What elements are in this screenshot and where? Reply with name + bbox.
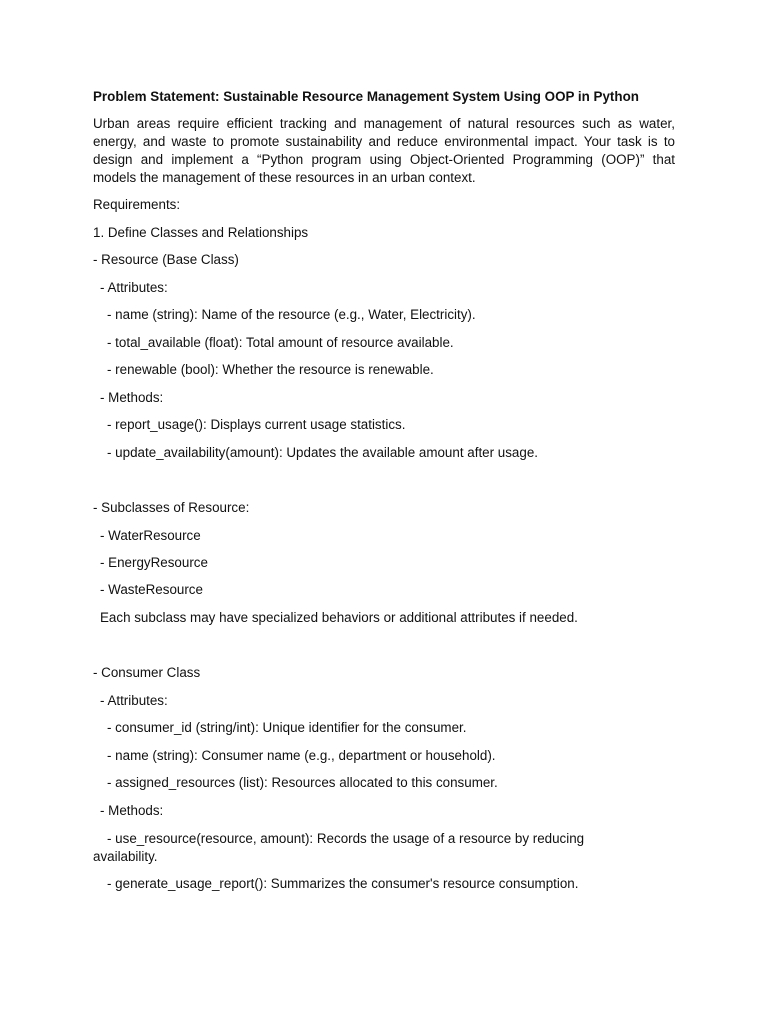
subclass-item: - WasteResource — [100, 582, 203, 597]
requirements-heading: Requirements: — [93, 197, 181, 212]
consumer-methods-label: - Methods: — [100, 803, 164, 818]
resource-attribute-item: - renewable (bool): Whether the resource is renewable. — [107, 362, 434, 377]
consumer-attributes-label: - Attributes: — [100, 693, 168, 708]
consumer-method-item: - generate_usage_report(): Summarizes the consumer's resource consumption. — [107, 876, 579, 891]
resource-class-heading: - Resource (Base Class) — [93, 252, 239, 267]
resource-attribute-item: - total_available (float): Total amount of resource available. — [107, 335, 454, 350]
resource-method-item: - report_usage(): Displays current usage statistics. — [107, 417, 406, 432]
section-heading: 1. Define Classes and Relationships — [93, 225, 309, 240]
resource-methods-label: - Methods: — [100, 390, 164, 405]
subclass-item: - EnergyResource — [100, 555, 208, 570]
resource-method-item: - update_availability(amount): Updates the available amount after usage. — [107, 445, 538, 460]
consumer-method-item: - use_resource(resource, amount): Records the usage of a resource by reducing availability. — [93, 831, 585, 864]
resource-attributes-label: - Attributes: — [100, 280, 168, 295]
consumer-attribute-item: - consumer_id (string/int): Unique identifier for the consumer. — [107, 720, 467, 735]
resource-attribute-item: - name (string): Name of the resource (e.g., Water, Electricity). — [107, 307, 476, 322]
consumer-attribute-item: - name (string): Consumer name (e.g., department or household). — [107, 748, 496, 763]
subclass-item: - WaterResource — [100, 528, 201, 543]
intro-paragraph: Urban areas require efficient tracking and management of natural resources such as water, energy, and waste to promote sustainability and reduce environmental impact. Your task is to design and implement a “Python program using Object-Oriented Programming (OOP)” that models the management of these resources in an urban context. — [93, 116, 675, 185]
subclasses-heading: - Subclasses of Resource: — [93, 500, 250, 515]
subclasses-note: Each subclass may have specialized behaviors or additional attributes if needed. — [100, 610, 578, 625]
document-title: Problem Statement: Sustainable Resource Management System Using OOP in Python — [93, 89, 639, 104]
consumer-attribute-item: - assigned_resources (list): Resources allocated to this consumer. — [107, 775, 498, 790]
consumer-class-heading: - Consumer Class — [93, 665, 201, 680]
